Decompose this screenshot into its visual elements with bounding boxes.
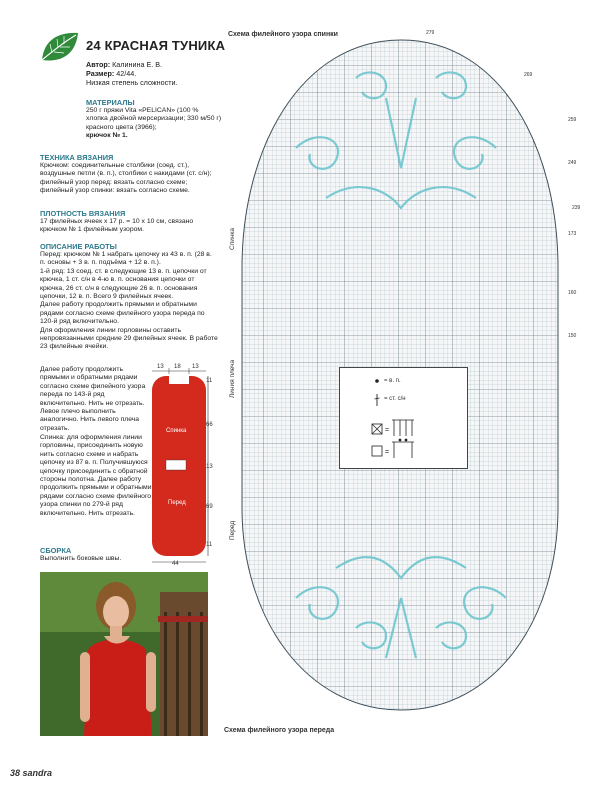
difficulty: Низкая степень сложности. (86, 78, 178, 88)
row-label-279: 279 (426, 30, 435, 36)
row-label-173: 173 (568, 231, 577, 237)
magazine-brand: sandra (22, 768, 53, 778)
description-p1: Перед: крючком № 1 набрать цепочку из 43 в. п. (28 в. п. основы + 3 в. п. подъёма + 12 в. п.). (40, 251, 212, 267)
label-front: Перед (168, 500, 186, 506)
technique-heading: ТЕХНИКА ВЯЗАНИЯ (40, 153, 114, 162)
row-label-249: 249 (568, 160, 577, 166)
materials-line2: крючок № 1. (86, 132, 128, 140)
description-p6: Спинка: для оформления линии горловины, присоединить новую нить согласно схеме и набрать цепочку из 87 в. п. Получившуюся цепочку присоединить с обратной стороны полотна. Далее работу продолжить прямыми и обратными рядами согласно схеме филейного узора спинки по 279-й ряд включительно. Нить отрезать. (40, 434, 152, 517)
label-back: Спинка (166, 428, 187, 434)
materials-text (86, 107, 222, 141)
dim-right-4: 69 (206, 504, 213, 510)
legend-chain: = в. п. (384, 378, 401, 384)
chart-caption-top: Схема филейного узора спинки (228, 31, 338, 38)
project-meta (86, 60, 221, 88)
size-label: Размер: (86, 69, 115, 79)
density-heading: ПЛОТНОСТЬ ВЯЗАНИЯ (40, 209, 126, 218)
description-p3: Далее работу продолжить прямыми и обратными рядами согласно схеме филейного узора переда по 120-й ряд включительно. (40, 301, 205, 326)
side-label-front: Перед (229, 520, 236, 540)
description-p2: 1-й ряд: 13 соед. ст. в следующие 13 в. п. цепочки от крючка, 1 ст. с/н в 4-ю в. п. основания цепочки от крючка, 26 ст. с/н в следующие 26 в. п. основания цепочки, 12 в. п. Всего 9 филейных ячеек. (40, 267, 207, 301)
dim-top-left: 13 (157, 364, 164, 370)
model-photo (40, 572, 208, 736)
technique-text: Крючком: соединительные столбики (соед. ст.), воздушные петли (в. п.), столбики с накидами (ст. с/н); филейный узор перед: вязать согласно схеме; филейный узор спинки: вязать согласно схеме. (40, 162, 212, 195)
row-label-239: 239 (572, 205, 581, 211)
density-text: 17 филейных ячеек x 17 р. = 10 x 10 см, связано крючком № 1 филейным узором. (40, 218, 194, 234)
dim-top-right: 13 (192, 364, 199, 370)
chart-caption-bottom: Схема филейного узора переда (224, 727, 335, 734)
description-section (40, 242, 218, 352)
row-label-150: 150 (568, 333, 577, 339)
svg-text:=: = (385, 449, 390, 456)
description-p5: Далее работу продолжить прямыми и обратными рядами согласно схеме филейного узора переда по 143-й ряд включительно. Нить не отрезать. Левое плечо выполнить аналогично. Нить левого плеча отрезать. (40, 366, 146, 432)
row-label-259: 259 (568, 117, 577, 123)
page-title: 24 КРАСНАЯ ТУНИКА (86, 38, 226, 53)
dim-right-3: 13 (206, 464, 213, 470)
author: Калинина Е. В. (112, 60, 163, 69)
legend-dc: = ст. с/н (384, 396, 406, 402)
author-label: Автор: (86, 60, 111, 69)
row-label-160: 160 (568, 290, 577, 296)
side-label-back: Спинка (229, 227, 236, 250)
leaf-icon (40, 30, 80, 64)
description-p4: Для оформления линии горловины оставить непровязанными средние 29 филейных ячеек. В работе 23 филейные ячейки. (40, 326, 218, 351)
materials-line1: 250 г пряжи Vita «PELICAN» (100 % хлопка двойной мерсеризации; 330 м/50 г) красного цвета (3966); (86, 107, 222, 131)
size: 42/44. (116, 69, 137, 79)
page-number: 38 (10, 768, 21, 778)
row-label-269: 269 (524, 72, 533, 78)
dim-bottom: 44 (172, 561, 179, 567)
assembly-heading: СБОРКА (40, 546, 72, 555)
side-label-shoulder: Линия плеча (229, 359, 236, 398)
density-section (40, 209, 218, 235)
legend-symbols (370, 376, 450, 464)
assembly-text: Выполнить боковые швы. (40, 555, 122, 562)
description-heading: ОПИСАНИЕ РАБОТЫ (40, 242, 117, 251)
dim-right-1: 11 (206, 378, 213, 384)
technique-section (40, 153, 218, 196)
dim-top-mid: 18 (174, 364, 181, 370)
page-footer (10, 768, 52, 778)
svg-text:=: = (385, 427, 390, 434)
dim-right-5: 11 (206, 542, 213, 548)
materials-heading: МАТЕРИАЛЫ (86, 98, 135, 107)
dim-right-2: 66 (206, 422, 213, 428)
chart-legend (339, 367, 468, 469)
garment-schematic (150, 364, 216, 570)
